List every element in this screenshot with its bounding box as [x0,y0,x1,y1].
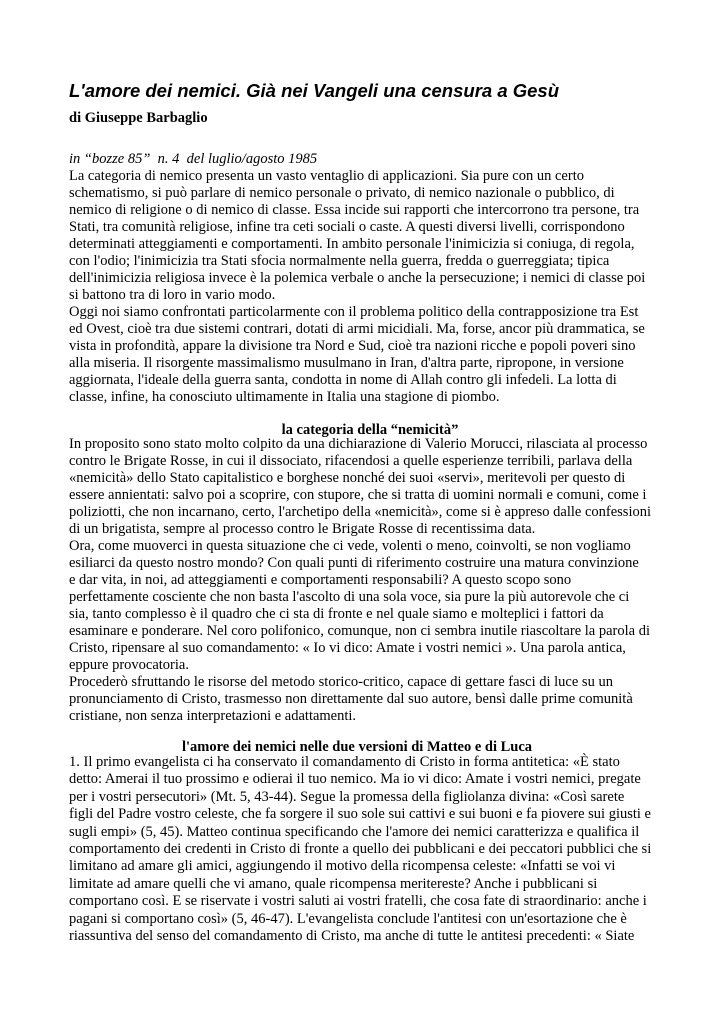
text-line: con l'odio; l'inimicizia tra Stati sfocia normalmente nella guerra, fredda o guerreggiata; tipica [69,253,610,269]
text-line: ed Ovest, cioè tra due sistemi contrari, dotati di armi micidiali. Ma, forse, ancor più drammatica, se [69,321,645,337]
text-line: esaminare e ponderare. Nel coro polifonico, comunque, non ci sembra inutile riascoltare la parola di [69,623,650,639]
text-line: comportamento dei credenti in Cristo di fronte a quello dei pubblicani e dei peccatori pubblici che si [69,841,652,857]
section-heading-matteo-luca: l'amore dei nemici nelle due versioni di Matteo e di Luca [181,739,533,755]
text-line: «nemicità» dello Stato capitalistico e borghese nonché dei suoi «servi», meritevoli per questo di [69,470,626,486]
text-line: Ora, come muoverci in questa situazione che ci vede, volenti o meno, coinvolti, se non vogliamo [69,538,631,554]
text-line: contro le Brigate Rosse, in cui il dissociato, rifacendosi a quelle esperienze terribili, parlava della [69,453,633,469]
text-line: si battono tra di loro in vario modo. [69,287,276,303]
text-line: per i vostri persecutori» (Mt. 5, 43-44). Segue la promessa della figliolanza divina: «Così sarete [69,788,625,805]
text-line: sugli empi» (5, 45). Matteo continua specificando che l'amore dei nemici caratterizza e qualifica il [69,823,640,840]
text-line: limitate ad amare quelli che vi amano, quale ricompensa meritereste? Anche i pubblicani si [69,875,598,892]
text-line: pagani si comportano così» (5, 46-47). L'evangelista conclude l'antitesi con un'esortazione che è [69,910,627,927]
article-title: L'amore dei nemici. Già nei Vangeli una censura a Gesù [69,80,560,101]
text-line: determinati atteggiamenti e comportamenti. In ambito personale l'inimicizia si coniuga, di regola, [69,236,635,252]
text-line: poliziotti, che non incarnano, certo, l'archetipo della «nemicità», come si è appreso dalle confessioni [69,504,652,520]
text-line: vista in profondità, appare la divisione tra Nord e Sud, cioè tra nazioni ricche e popoli poveri sino [69,338,636,354]
text-line: In proposito sono stato molto colpito da una dichiarazione di Valerio Morucci, rilasciata al processo [69,436,648,452]
text-line: cristiane, non senza interpretazioni e adattamenti. [69,708,357,724]
text-line: di un brigatista, sempre al processo contro le Brigate Rosse di recentissima data. [69,521,536,537]
text-line: limitano ad amare gli amici, aggiungendo il motivo della ricompensa celeste: «Infatti se voi vi [69,858,616,875]
text-line: schematismo, si può parlare di nemico personale o privato, di nemico nazionale o pubblico, di [69,185,615,201]
text-line: comportano così. E se riservate i vostri saluti ai vostri fratelli, che cosa fate di straordinario: anche i [69,893,647,910]
text-line: Stati, tra comunità religiose, infine tra ceti sociali o caste. A questi diversi livelli, corrispondono [69,219,625,235]
text-line: e dar vita, in noi, ad atteggiamenti e comportamenti responsabili? A questo scopo sono [69,572,572,588]
text-line: pronunciamento di Cristo, trasmesso non direttamente dal suo autore, bensì dalle prime comunità [69,691,633,707]
text-line: Oggi noi siamo confrontati particolarmente con il problema politico della contrapposizione tra Est [69,304,639,320]
text-line: esiliarci da questo nostro mondo? Con quali punti di riferimento costruire una matura convinzione [69,555,639,571]
article-source: in “bozze 85” n. 4 del luglio/agosto 1985 [69,151,318,167]
text-line: detto: Amerai il tuo prossimo e odierai il tuo nemico. Ma io vi dico: Amate i vostri nemici, pregate [69,771,641,788]
text-line: classe, infine, ha conosciuto ultimamente in Italia una stagione di piombo. [69,389,500,405]
text-line: dell'inimicizia religiosa invece è la polemica verbale o anche la persecuzione; i nemici di classe poi [69,270,646,286]
text-line: aggiornata, l'ideale della guerra santa, condotta in nome di Allah contro gli infedeli. La lotta di [69,372,617,388]
text-line: Cristo, ripensare al suo comandamento: « Io vi dico: Amate i vostri nemici ». Una parola antica, [69,640,626,656]
text-line: La categoria di nemico presenta un vasto ventaglio di applicazioni. Sia pure con un certo [69,168,584,184]
text-line: perfettamente cosciente che non basta l'ascolto di una sola voce, sia pure la più autorevole che ci [69,589,630,605]
text-line: eppure provocatoria. [69,657,189,673]
text-line: riassuntiva del senso del comandamento di Cristo, ma anche di tutte le antitesi precedenti: « Siate [69,928,635,944]
text-line: essere annientati: salvo poi a scoprire, con stupore, che si tratta di uomini normali e comuni, come i [69,487,647,503]
article-author: di Giuseppe Barbaglio [69,110,208,126]
text-line: alla miseria. Il risorgente massimalismo musulmano in Iran, d'altra parte, ripropone, in versione [69,355,624,371]
text-line: nemico di religione o di nemico di classe. Essa incide sui rapporti che intercorrono tra persone, tra [69,202,640,218]
text-line: 1. Il primo evangelista ci ha conservato il comandamento di Cristo in forma antitetica: «È stato [69,754,620,770]
section-heading-nemicita: la categoria della “nemicità” [281,422,459,438]
text-line: figli del Padre vostro celeste, che fa sorgere il suo sole sui cattivi e sui buoni e fa piovere sui giusti e [69,806,651,823]
text-line: Procederò sfruttando le risorse del metodo storico-critico, capace di gettare fasci di luce su un [69,674,613,690]
text-line: sia, tanto complesso è il quadro che ci sta di fronte e nel quale siamo e molteplici i fattori da [69,606,604,622]
